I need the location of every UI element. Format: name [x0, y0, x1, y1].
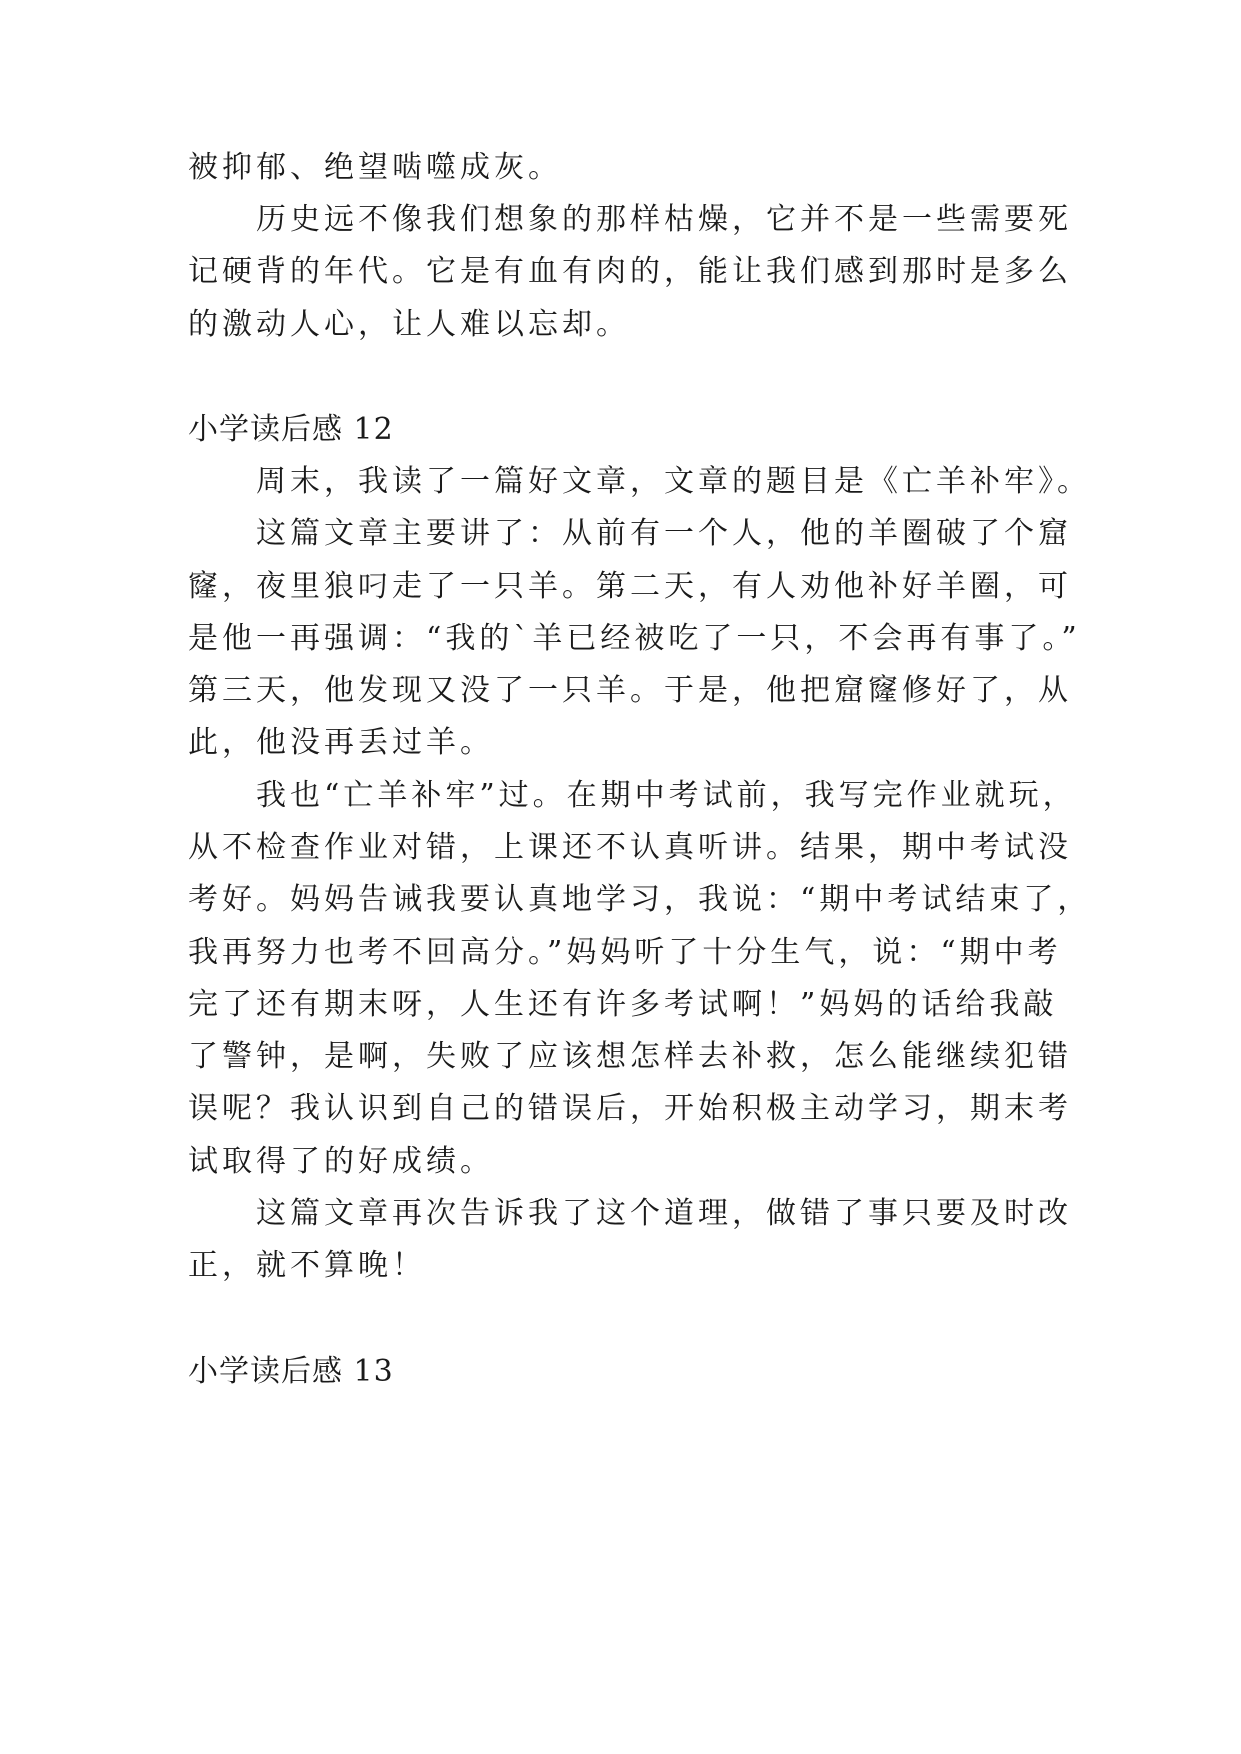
text-line: 记硬背的年代。它是有血有肉的，能让我们感到那时是多么: [188, 254, 1072, 289]
text-line: 这篇文章主要讲了：从前有一个人，他的羊圈破了个窟: [256, 516, 1072, 551]
text-line: 了警钟，是啊，失败了应该想怎样去补救，怎么能继续犯错: [188, 1039, 1072, 1074]
text-line: 从不检查作业对错，上课还不认真听讲。结果，期中考试没: [188, 830, 1072, 865]
section-title: 小学读后感 12: [188, 412, 394, 447]
text-line: 历史远不像我们想象的那样枯燥，它并不是一些需要死: [256, 202, 1072, 237]
text-line: 试取得了的好成绩。: [188, 1144, 494, 1179]
text-line: 这篇文章再次告诉我了这个道理，做错了事只要及时改: [256, 1196, 1072, 1231]
text-line: 误呢？我认识到自己的错误后，开始积极主动学习，期末考: [188, 1091, 1072, 1126]
text-line: 完了还有期末呀，人生还有许多考试啊！”妈妈的话给我敲: [188, 987, 1058, 1022]
text-line: 周末，我读了一篇好文章，文章的题目是《亡羊补牢》。: [256, 464, 1091, 499]
section-title: 小学读后感 13: [188, 1354, 394, 1389]
text-line: 是他一再强调：“我的`羊已经被吃了一只，不会再有事了。”: [188, 621, 1081, 656]
text-line: 第三天，他发现又没了一只羊。于是，他把窟窿修好了，从: [188, 673, 1072, 708]
text-line: 正，就不算晚！: [188, 1248, 426, 1283]
text-line: 我再努力也考不回高分。”妈妈听了十分生气，说：“期中考: [188, 935, 1062, 970]
text-line: 窿，夜里狼叼走了一只羊。第二天，有人劝他补好羊圈，可: [188, 569, 1072, 604]
text-line: 此，他没再丢过羊。: [188, 725, 494, 760]
text-line: 的激动人心，让人难以忘却。: [188, 307, 630, 342]
text-line: 考好。妈妈告诫我要认真地学习，我说：“期中考试结束了，: [188, 882, 1092, 917]
text-line: 被抑郁、绝望啮噬成灰。: [188, 150, 562, 185]
text-line: 我也“亡羊补牢”过。在期中考试前，我写完作业就玩，: [256, 778, 1077, 813]
